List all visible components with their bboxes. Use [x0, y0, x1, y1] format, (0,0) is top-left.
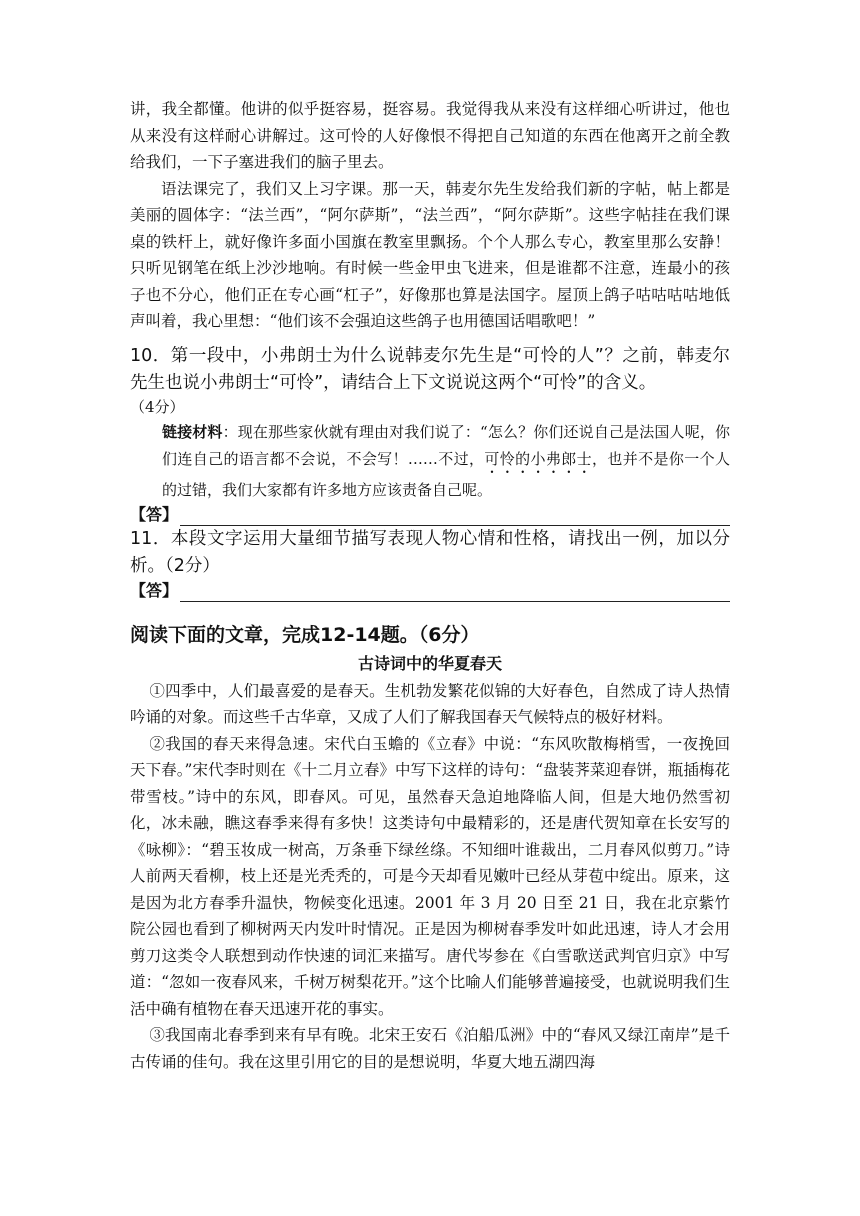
answer-line-10	[130, 504, 730, 526]
article-paragraph-2: ②我国的春天来得急速。宋代白玉蟾的《立春》中说：“东风吹散梅梢雪，一夜挽回天下春。”宋代李时则在《十二月立春》中写下这样的诗句：“盘装荠菜迎春饼，瓶插梅花带雪枝。”诗中的东风，即春风。可见，虽然春天急迫地降临人间，但是大地仍然雪初化，冰未融，瞧这春季来得有多快！这类诗句中最精彩的，还是唐代贺知章在长安写的《咏柳》：“碧玉妆成一树高，万条垂下绿丝绦。不知细叶谁裁出，二月春风似剪刀。”诗人前两天看柳，枝上还是光秃秃的，可是今天却看见嫩叶已经从芽苞中绽出。原来，这是因为北方春季升温快，物候变化迅速。2001 年 3 月 20 日至 21 日，我在北京紫竹院公园也看到了柳树两天内发叶时情况。正是因为柳树春季发叶如此迅速，诗人才会用剪刀这类令人联想到动作快速的词汇来描写。唐代岑参在《白雪歌送武判官归京》中写道：“忽如一夜春风来，千树万树梨花开。”这个比喻人们能够普遍接受，也就说明我们生活中确有植物在春天迅速开花的事实。	[130, 734, 730, 1018]
question-11: 11．本段文字运用大量细节描写表现人物心情和性格，请找出一例，加以分析。（2分）	[130, 528, 730, 576]
link-material-label: 链接材料	[162, 422, 223, 441]
link-material-emphasis: 可怜的小弗郎士	[484, 449, 592, 468]
article-title: 古诗词中的华夏春天	[357, 653, 502, 673]
link-material	[130, 419, 730, 504]
link-material-text-2: ，也并不是你一个人的过错，我们大家都有许多地方应该责备自己呢。	[162, 449, 730, 499]
article-paragraph-3: ③我国南北春季到来有早有晚。北宋王安石《泊船瓜洲》中的“春风又绿江南岸”是千古传诵的佳句。我在这里引用它的目的是想说明，华夏大地五湖四海	[130, 1026, 730, 1071]
answer-blank-10[interactable]	[180, 508, 730, 526]
question-10: 10．第一段中，小弗朗士为什么说韩麦尔先生是“可怜的人”？之前，韩麦尔先生也说小弗朗士“可怜”，请结合上下文说说这两个“可怜”的含义。	[130, 345, 730, 393]
answer-label-11: 【答】	[130, 580, 179, 600]
section-heading: 阅读下面的文章，完成12-14题。（6分）	[130, 623, 480, 646]
answer-label-10: 【答】	[130, 504, 179, 524]
passage-paragraph-1: 讲，我全都懂。他讲的似乎挺容易，挺容易。我觉得我从来没有这样细心听讲过，他也从来没有这样耐心讲解过。这可怜的人好像恨不得把自己知道的东西在他离开之前全教给我们，一下子塞进我们的脑子里去。	[130, 100, 730, 171]
page-content	[130, 96, 730, 1075]
answer-line-11	[130, 580, 730, 602]
article-paragraph-1: ①四季中，人们最喜爱的是春天。生机勃发繁花似锦的大好春色，自然成了诗人热情吟诵的对象。而这些千古华章，又成了人们了解我国春天气候特点的极好材料。	[130, 681, 730, 726]
question-10-score: （4分）	[130, 397, 185, 416]
answer-blank-11[interactable]	[180, 584, 730, 602]
passage-paragraph-2: 语法课完了，我们又上习字课。那一天，韩麦尔先生发给我们新的字帖，帖上都是美丽的圆体字：“法兰西”，“阿尔萨斯”，“法兰西”，“阿尔萨斯”。这些字帖挂在我们课桌的铁杆上，就好像许多面小国旗在教室里飘扬。个个人那么专心，教室里那么安静！只听见钢笔在纸上沙沙地响。有时候一些金甲虫飞进来，但是谁都不注意，连最小的孩子也不分心，他们正在专心画“杠子”，好像那也算是法国字。屋顶上鸽子咕咕咕咕地低声叫着，我心里想：“他们该不会强迫这些鸽子也用德国话唱歌吧！”	[130, 179, 730, 330]
link-material-text-1: ：现在那些家伙就有理由对我们说了：“怎么？你们还说自己是法国人呢，你们连自己的语言都不会说，不会写！……不过，	[162, 422, 730, 468]
